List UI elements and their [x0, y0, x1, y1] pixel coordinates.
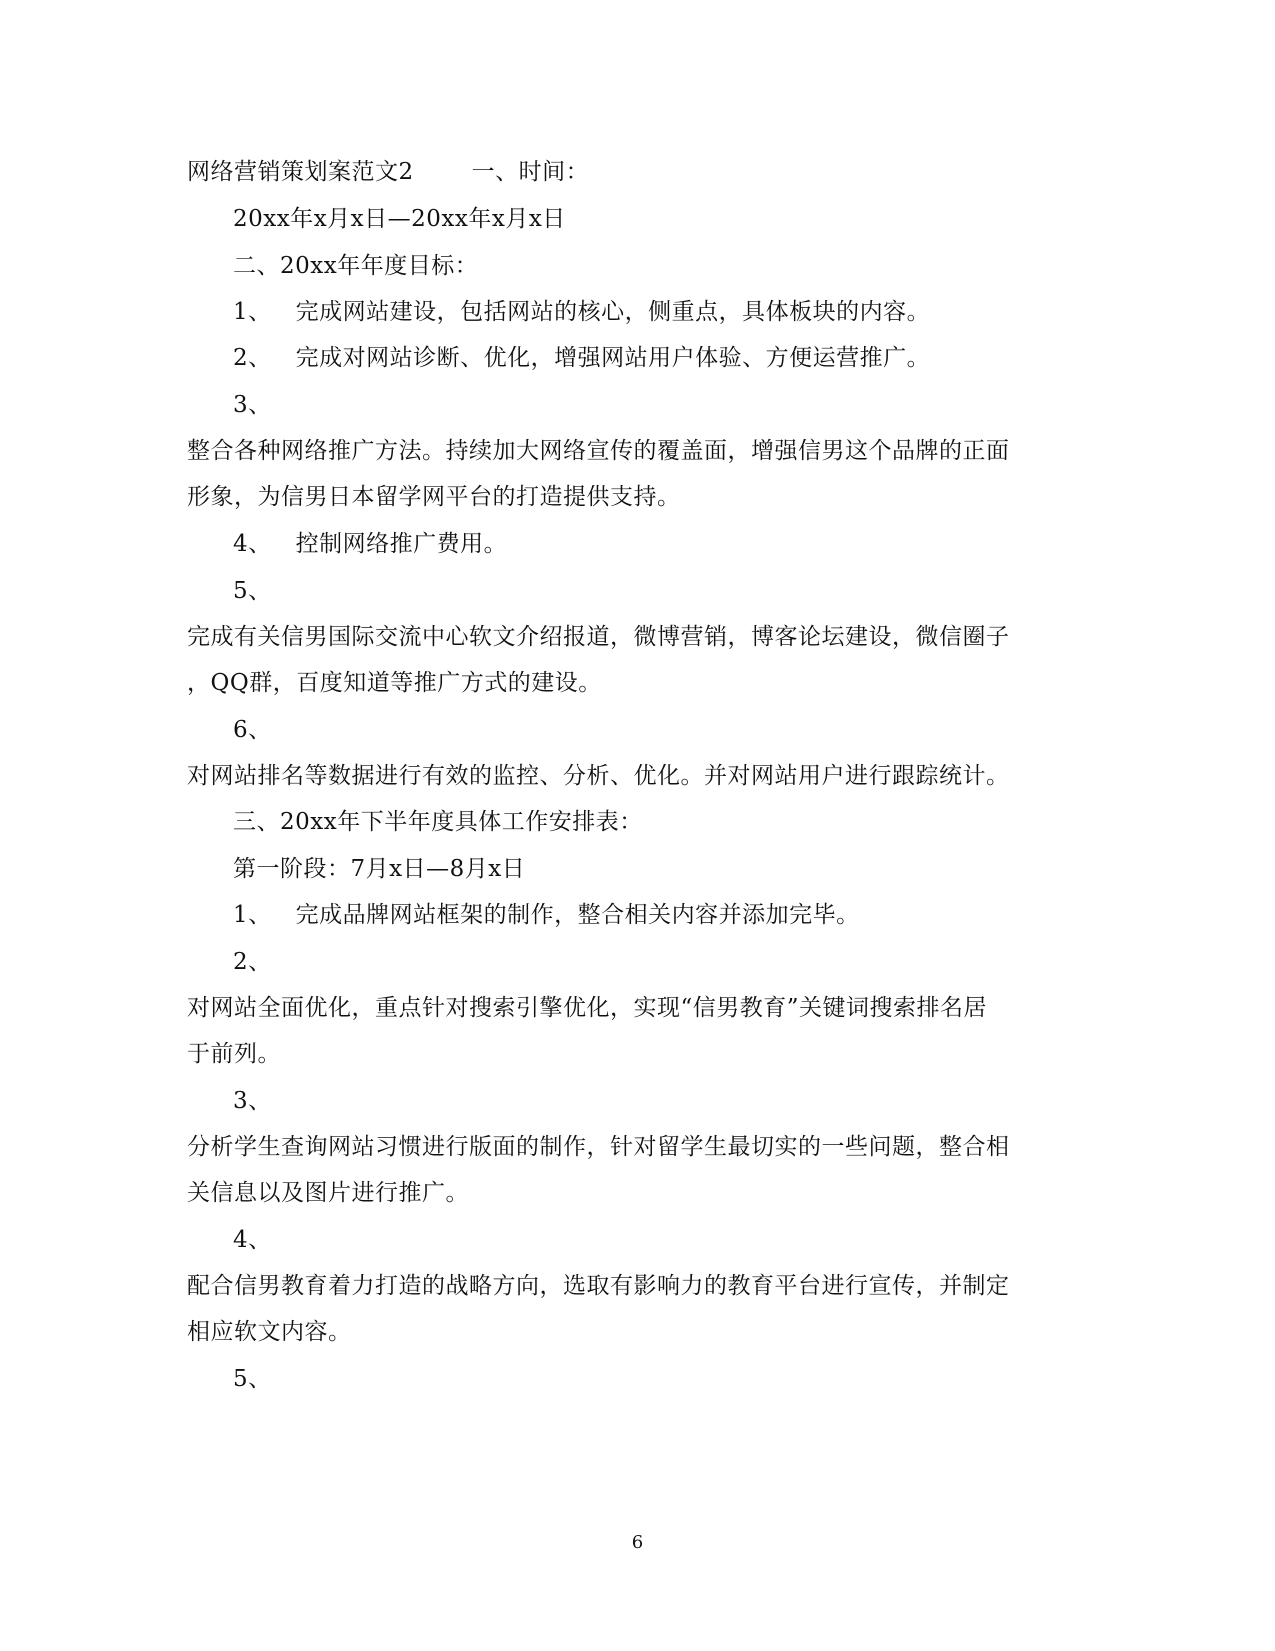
list-item-text: 控制网络推广费用。 [295, 531, 508, 557]
title-line [187, 157, 589, 187]
paragraph-line: 配合信男教育着力打造的战略方向，选取有影响力的教育平台进行宣传，并制定 [187, 1273, 1010, 1299]
list-marker: 1、 [233, 299, 272, 325]
list-item-text: 完成对网站诊断、优化，增强网站用户体验、方便运营推广。 [295, 345, 931, 371]
list-marker: 3、 [233, 392, 272, 418]
paragraph-line: 对网站排名等数据进行有效的监控、分析、优化。并对网站用户进行跟踪统计。 [187, 763, 1010, 789]
list-marker: 2、 [233, 345, 272, 371]
list-marker: 4、 [233, 1227, 272, 1253]
list-item [233, 900, 860, 930]
paragraph-line: 整合各种网络推广方法。持续加大网络宣传的覆盖面，增强信男这个品牌的正面 [187, 438, 1010, 464]
paragraph-line: 形象，为信男日本留学网平台的打造提供支持。 [187, 484, 681, 510]
phase-heading: 第一阶段：7月x日—8月x日 [233, 856, 526, 882]
list-marker: 2、 [233, 949, 272, 975]
paragraph-line: 分析学生查询网站习惯进行版面的制作，针对留学生最切实的一些问题，整合相 [187, 1134, 1010, 1160]
list-marker: 4、 [233, 531, 272, 557]
list-marker: 6、 [233, 717, 272, 743]
paragraph-line: 20xx年x月x日—20xx年x月x日 [233, 206, 566, 232]
list-item [233, 297, 930, 327]
document-title: 网络营销策划案范文2 [187, 159, 414, 185]
list-marker: 5、 [233, 578, 272, 604]
paragraph-line: 于前列。 [187, 1041, 281, 1067]
list-item [233, 529, 507, 559]
page-number: 6 [631, 1532, 644, 1553]
list-item-text: 完成网站建设，包括网站的核心，侧重点，具体板块的内容。 [295, 299, 931, 325]
list-marker: 5、 [233, 1366, 272, 1392]
paragraph-line: ，QQ群，百度知道等推广方式的建设。 [187, 670, 602, 696]
paragraph-line: 完成有关信男国际交流中心软文介绍报道，微博营销，博客论坛建设，微信圈子 [187, 624, 1010, 650]
section-heading: 三、20xx年下半年度具体工作安排表： [233, 809, 643, 835]
paragraph-line: 关信息以及图片进行推广。 [187, 1180, 469, 1206]
section-heading: 二、20xx年年度目标： [233, 253, 479, 279]
list-marker: 1、 [233, 902, 272, 928]
list-item-text: 完成品牌网站框架的制作，整合相关内容并添加完毕。 [295, 902, 860, 928]
section-heading-time: 一、时间： [471, 159, 590, 185]
paragraph-line: 对网站全面优化，重点针对搜索引擎优化，实现“信男教育”关键词搜索排名居 [187, 995, 988, 1021]
paragraph-line: 相应软文内容。 [187, 1319, 352, 1345]
list-marker: 3、 [233, 1088, 272, 1114]
list-item [233, 343, 930, 373]
